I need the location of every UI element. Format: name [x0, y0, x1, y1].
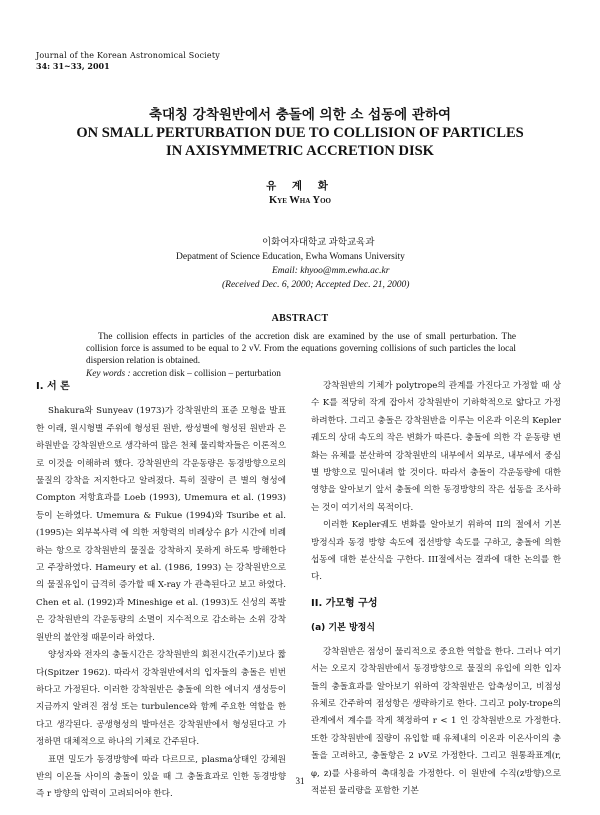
abstract-heading: ABSTRACT — [271, 313, 329, 324]
keywords-text: accretion disk – collision – perturbation — [132, 369, 281, 379]
title-english-line2: IN AXISYMMETRIC ACCRETION DISK — [166, 143, 434, 159]
journal-name: Journal of the Korean Astronomical Society — [36, 51, 220, 60]
section-1-heading: I. 서 론 — [36, 381, 70, 392]
affiliation-korean: 이화여자대학교 과학교육과 — [262, 238, 375, 248]
journal-volume: 34: 31~33, 2001 — [36, 61, 110, 71]
title-english-line1: ON SMALL PERTURBATION DUE TO COLLISION OF PARTICLES — [76, 125, 524, 141]
author-english: Kye Wha Yoo — [268, 195, 332, 206]
page-number: 31 — [295, 776, 305, 786]
affiliation — [176, 236, 409, 292]
journal-header — [36, 50, 220, 72]
title-block — [0, 106, 600, 206]
author-korean: 유 계 화 — [266, 180, 334, 192]
paragraph: Shakura와 Sunyeav (1973)가 강착원반의 표준 모형을 발표한 이래, 원시형별 주위에 형성된 원반, 쌍성별에 형성된 원반과 은하원반을 강착원반으로 생각하여 많은 천체 물리학자들은 이론적으로 이것을 이해하려 했다. 강착원반의 각운동량은 동경방향으로의 물질의 강착을 저지한다고 알려졌다. 특히 질량이 큰 별의 형성에 Compton 저항효과를 Loeb (1993), Umemura et al. (1993) 등이 논하였다. Umemura & Fukue (1994)와 Tsuribe et al. (1995)는 외부복사력 에 의한 저항력의 비례상수 β가 시간에 비례하는 항으로 강착원반의 물질을 강착하지 못하게 하도록 방해한다고 주장하였다. Hameury et al. (1986, 1993) 는 강착원반으로의 물질유입이 급격히 증가할 때 X-ray 가 관측된다고 보고 하였다. Chen et al. (1992)과 Mineshige et al. (1993)도 신성의 폭발은 강착원반의 각운동량의 소멸이 지수적으로 감소하는 소위 강착원반의 불안정 때문이라 하였다. — [36, 406, 286, 643]
received-dates: (Received Dec. 6, 2000; Accepted Dec. 21, 2000) — [222, 280, 410, 290]
author-email: Email: khyoo@mm.ewha.ac.kr — [272, 266, 390, 276]
right-column — [311, 378, 561, 800]
section-2-heading: II. 가모형 구성 — [311, 597, 378, 609]
left-column — [36, 378, 286, 804]
paragraph: 강착원반은 점성이 물리적으로 중요한 역할을 한다. 그러나 여기서는 오로지 강착원반에서 동경방향으로 물질의 유입에 의한 입자들의 충돌효과를 알아보기 위하여 강착원반은 압축성이고, 비점성 유체로 간주하여 점성항은 생략하기로 한다. 그리고 poly-trope의 관계에서 계수를 작게 책정하여 r < 1 인 강착원반으로 가정한다. 또한 강착원반에 질량이 유입할 때 유체내의 이온과 이온사이의 충돌을 고려하고, 충돌항은 2 νV로 가정한다. 그리고 원통좌표계(r, φ, z)를 사용하여 축대칭을 가정한다. 이 원반에 수직(z방향)으로 적분된 물리량을 포함한 기본 — [311, 646, 561, 796]
title-korean: 축대칭 강착원반에서 충돌에 의한 소 섭동에 관하여 — [148, 107, 452, 123]
keywords-label: Key words : — [86, 369, 131, 379]
paragraph: 강착원반의 기체가 polytrope의 관계를 가진다고 가정할 때 상수 K를 적당히 작게 잡아서 강착원반이 기하학적으로 얇다고 가정하려한다. 그리고 충돌은 강착원반을 이루는 이온과 이온의 Kepler궤도의 상대 속도의 작은 변화가 따른다. 충돌에 의한 각 운동량 변화는 유체를 분산하여 강착원반의 내부에서 외부로, 내부에서 중심별 방향으로 밀어내려 할 것이다. 따라서 충돌이 각운동량에 대한 영향을 알아보기 앞서 충돌에 의한 동경방향의 작은 섭동을 조사하는 것이 여기서의 목적이다. — [311, 381, 561, 513]
subsection-heading: (a) 기본 방정식 — [311, 623, 376, 634]
paragraph: 양성자와 전자의 충돌시간은 강착원반의 회전시간(주기)보다 짧다(Spitzer 1962). 따라서 강착원반에서의 입자들의 충돌은 빈번하다고 가정된다. 이러한 강착원반은 충돌에 의한 에너지 생성등이 지금까지 알려진 점성 또는 turbulence와 함께 주요한 역할을 한다고 생각된다. 공생형성의 발마선은 강착원반에서 형성된다고 가정하면 대체적으로 하나의 기체로 간주된다. — [36, 650, 286, 748]
affiliation-english: Depatment of Science Education, Ewha Womans University — [176, 252, 405, 262]
paragraph: 표면 밀도가 동경방향에 따라 다르므로, plasma상태인 강체원반의 이온들 사이의 충돌이 있을 때 그 충돌효과로 인한 동경방향 즉 r 방향의 압력이 고려되어야 한다. — [36, 754, 286, 800]
paragraph: 이러한 Kepler궤도 변화를 알아보기 위하여 II의 절에서 기본 방정식과 동경 방향 속도에 접선방향 속도를 구하고, 충돌에 의한 섭동에 대한 분산식을 구한다. III절에서는 결과에 대한 논의를 한다. — [311, 520, 561, 583]
abstract-text: The collision effects in particles of the accretion disk are examined by the use of small perturbation. The collision force is assumed to be equal to 2 νV. From the equations governing collisions of such particles the local dispersion relation is obtained. — [86, 332, 516, 367]
